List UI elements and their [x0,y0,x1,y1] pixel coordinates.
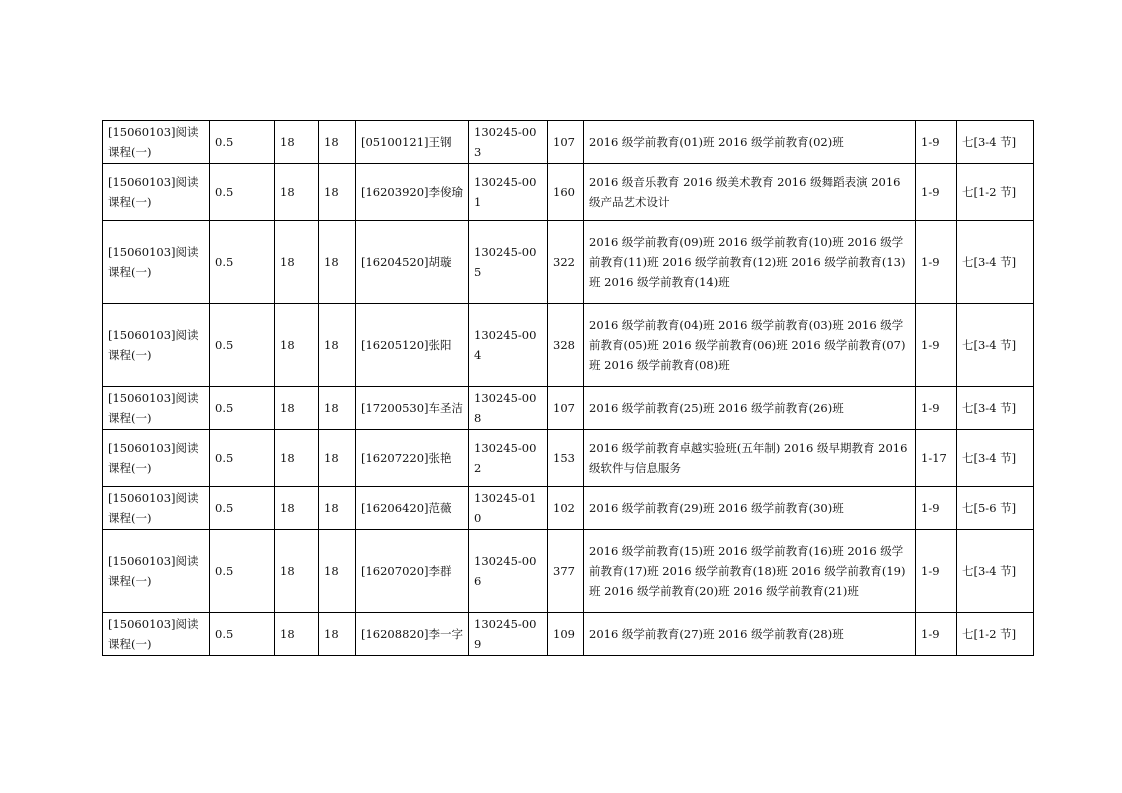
weeks-cell: 1-17 [916,430,957,487]
classes-cell: 2016 级学前教育卓越实验班(五年制) 2016 级早期教育 2016 级软件与信息服务 [584,430,916,487]
course-cell: [15060103]阅读课程(一) [103,221,210,304]
time-slot-cell: 七[3-4 节] [957,121,1034,164]
student-count-cell: 107 [548,387,584,430]
classes-cell: 2016 级学前教育(09)班 2016 级学前教育(10)班 2016 级学前教育(11)班 2016 级学前教育(12)班 2016 级学前教育(13)班 2016 级学前教育(14)班 [584,221,916,304]
weeks-cell: 1-9 [916,530,957,613]
student-count-cell: 109 [548,613,584,656]
course-schedule-table [102,120,1034,656]
time-slot-cell: 七[1-2 节] [957,164,1034,221]
hours-cell: 18 [275,121,319,164]
hours-cell: 18 [275,304,319,387]
teacher-cell: [05100121]王钢 [356,121,469,164]
hours-cell: 18 [275,530,319,613]
classes-cell: 2016 级音乐教育 2016 级美术教育 2016 级舞蹈表演 2016 级产品艺术设计 [584,164,916,221]
course-cell: [15060103]阅读课程(一) [103,613,210,656]
time-slot-cell: 七[3-4 节] [957,221,1034,304]
credit-cell: 0.5 [210,304,275,387]
hours-cell: 18 [275,221,319,304]
teacher-cell: [16206420]范薇 [356,487,469,530]
weeks-cell: 1-9 [916,387,957,430]
table-row [103,387,1034,430]
credit-cell: 0.5 [210,221,275,304]
class-code-cell: 130245-003 [469,121,548,164]
course-cell: [15060103]阅读课程(一) [103,530,210,613]
weekly-hours-cell: 18 [319,164,356,221]
weekly-hours-cell: 18 [319,530,356,613]
time-slot-cell: 七[3-4 节] [957,530,1034,613]
weeks-cell: 1-9 [916,221,957,304]
weekly-hours-cell: 18 [319,430,356,487]
student-count-cell: 377 [548,530,584,613]
course-cell: [15060103]阅读课程(一) [103,487,210,530]
teacher-cell: [16203920]李俊瑜 [356,164,469,221]
class-code-cell: 130245-005 [469,221,548,304]
classes-cell: 2016 级学前教育(29)班 2016 级学前教育(30)班 [584,487,916,530]
course-cell: [15060103]阅读课程(一) [103,430,210,487]
table-row [103,530,1034,613]
student-count-cell: 322 [548,221,584,304]
credit-cell: 0.5 [210,613,275,656]
teacher-cell: [17200530]车圣洁 [356,387,469,430]
course-cell: [15060103]阅读课程(一) [103,121,210,164]
classes-cell: 2016 级学前教育(01)班 2016 级学前教育(02)班 [584,121,916,164]
weekly-hours-cell: 18 [319,387,356,430]
class-code-cell: 130245-008 [469,387,548,430]
table-row [103,430,1034,487]
course-cell: [15060103]阅读课程(一) [103,304,210,387]
weeks-cell: 1-9 [916,487,957,530]
teacher-cell: [16208820]李一字 [356,613,469,656]
class-code-cell: 130245-009 [469,613,548,656]
class-code-cell: 130245-002 [469,430,548,487]
weeks-cell: 1-9 [916,121,957,164]
table-row [103,613,1034,656]
credit-cell: 0.5 [210,487,275,530]
student-count-cell: 328 [548,304,584,387]
student-count-cell: 153 [548,430,584,487]
class-code-cell: 130245-001 [469,164,548,221]
classes-cell: 2016 级学前教育(27)班 2016 级学前教育(28)班 [584,613,916,656]
table-row [103,304,1034,387]
class-code-cell: 130245-010 [469,487,548,530]
teacher-cell: [16207220]张艳 [356,430,469,487]
hours-cell: 18 [275,164,319,221]
time-slot-cell: 七[5-6 节] [957,487,1034,530]
table-row [103,487,1034,530]
class-code-cell: 130245-006 [469,530,548,613]
weeks-cell: 1-9 [916,304,957,387]
credit-cell: 0.5 [210,164,275,221]
table-row [103,164,1034,221]
class-code-cell: 130245-004 [469,304,548,387]
weekly-hours-cell: 18 [319,221,356,304]
hours-cell: 18 [275,487,319,530]
teacher-cell: [16204520]胡璇 [356,221,469,304]
table-row [103,121,1034,164]
classes-cell: 2016 级学前教育(15)班 2016 级学前教育(16)班 2016 级学前教育(17)班 2016 级学前教育(18)班 2016 级学前教育(19)班 2016 级学前教育(20)班 2016 级学前教育(21)班 [584,530,916,613]
weeks-cell: 1-9 [916,613,957,656]
weekly-hours-cell: 18 [319,613,356,656]
credit-cell: 0.5 [210,530,275,613]
weekly-hours-cell: 18 [319,121,356,164]
weekly-hours-cell: 18 [319,487,356,530]
time-slot-cell: 七[3-4 节] [957,304,1034,387]
weekly-hours-cell: 18 [319,304,356,387]
student-count-cell: 107 [548,121,584,164]
time-slot-cell: 七[3-4 节] [957,430,1034,487]
hours-cell: 18 [275,387,319,430]
credit-cell: 0.5 [210,387,275,430]
classes-cell: 2016 级学前教育(04)班 2016 级学前教育(03)班 2016 级学前教育(05)班 2016 级学前教育(06)班 2016 级学前教育(07)班 2016 级学前教育(08)班 [584,304,916,387]
time-slot-cell: 七[1-2 节] [957,613,1034,656]
weeks-cell: 1-9 [916,164,957,221]
classes-cell: 2016 级学前教育(25)班 2016 级学前教育(26)班 [584,387,916,430]
teacher-cell: [16207020]李群 [356,530,469,613]
table-row [103,221,1034,304]
student-count-cell: 160 [548,164,584,221]
hours-cell: 18 [275,613,319,656]
hours-cell: 18 [275,430,319,487]
student-count-cell: 102 [548,487,584,530]
time-slot-cell: 七[3-4 节] [957,387,1034,430]
course-cell: [15060103]阅读课程(一) [103,387,210,430]
course-cell: [15060103]阅读课程(一) [103,164,210,221]
credit-cell: 0.5 [210,430,275,487]
credit-cell: 0.5 [210,121,275,164]
teacher-cell: [16205120]张阳 [356,304,469,387]
